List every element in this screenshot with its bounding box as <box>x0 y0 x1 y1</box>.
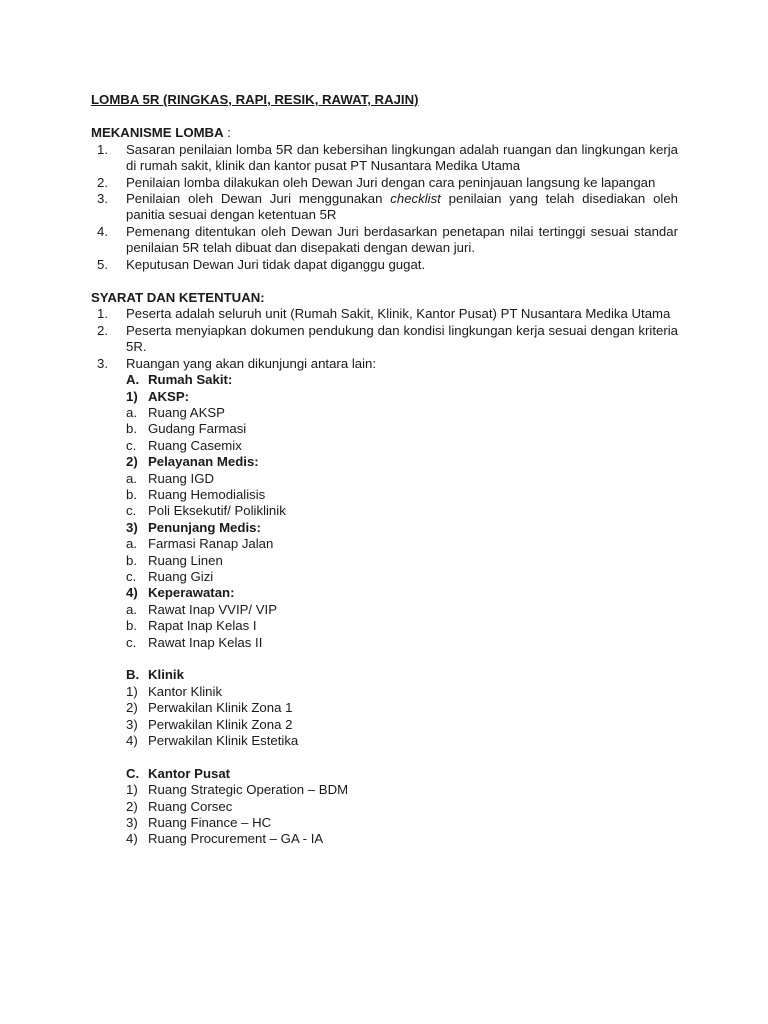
list-item <box>91 191 678 224</box>
list-text: Sasaran penilaian lomba 5R dan kebersihan lingkungan adalah ruangan dan lingkungan kerja di rumah sakit, klinik dan kantor pusat PT Nusantara Medika Utama <box>126 141 678 174</box>
item-mark: c. <box>126 503 137 519</box>
item-text: Perwakilan Klinik Zona 1 <box>148 700 293 716</box>
list-item <box>126 799 678 815</box>
sub-label: Rumah Sakit: <box>148 372 233 388</box>
item-text: Ruang Casemix <box>148 437 242 453</box>
item-mark: c. <box>126 568 137 584</box>
mekanisme-list <box>91 142 678 273</box>
list-item <box>126 717 678 733</box>
sub-heading <box>126 372 678 388</box>
syarat-list <box>91 306 678 372</box>
list-text: Peserta menyiapkan dokumen pendukung dan kondisi lingkungan kerja sesuai dengan kriteria 5R. <box>126 322 678 355</box>
list-number: 1. <box>97 306 108 322</box>
list-item <box>126 602 678 618</box>
document-title: LOMBA 5R (RINGKAS, RAPI, RESIK, RAWAT, RAJIN) <box>91 92 419 107</box>
list-number: 3. <box>97 191 108 207</box>
item-mark: c. <box>126 437 137 453</box>
list-item <box>126 733 678 749</box>
item-text: Rapat Inap Kelas I <box>148 618 257 634</box>
list-item <box>126 421 678 437</box>
list-item <box>126 700 678 716</box>
mekanisme-heading <box>91 125 678 141</box>
item-mark: a. <box>126 536 137 552</box>
mekanisme-heading-suffix: : <box>223 125 231 141</box>
group-heading <box>126 520 678 536</box>
item-mark: c. <box>126 634 137 650</box>
item-mark: a. <box>126 470 137 486</box>
list-text-after: penilaian yang telah disediakan oleh panitia sesuai dengan ketentuan 5R <box>126 191 678 223</box>
list-text: Pemenang ditentukan oleh Dewan Juri berdasarkan penetapan nilai tertinggi sesuai standar penilaian 5R telah dibuat dan disepakati dengan dewan juri. <box>126 223 678 256</box>
list-text-before: Penilaian oleh Dewan Juri menggunakan <box>126 191 391 207</box>
list-item <box>126 684 678 700</box>
item-mark: b. <box>126 618 137 634</box>
sub-heading <box>126 667 678 683</box>
list-number: 2. <box>97 174 108 190</box>
item-text: Perwakilan Klinik Zona 2 <box>148 716 293 732</box>
list-text: Peserta adalah seluruh unit (Rumah Sakit, Klinik, Kantor Pusat) PT Nusantara Medika Utama <box>126 306 671 322</box>
item-text: Gudang Farmasi <box>148 421 247 437</box>
group-mark: 1) <box>126 388 138 404</box>
list-text: Ruangan yang akan dikunjungi antara lain: <box>126 355 377 371</box>
list-item <box>126 438 678 454</box>
item-text: Farmasi Ranap Jalan <box>148 536 274 552</box>
item-mark: a. <box>126 404 137 420</box>
group-heading <box>126 454 678 470</box>
item-mark: 3) <box>126 716 138 732</box>
sub-mark: C. <box>126 765 140 781</box>
list-item <box>126 471 678 487</box>
item-mark: b. <box>126 486 137 502</box>
list-item <box>91 323 678 356</box>
group-heading <box>126 585 678 601</box>
item-mark: 1) <box>126 683 138 699</box>
list-item <box>91 224 678 257</box>
item-text: Ruang Hemodialisis <box>148 486 266 502</box>
rumah-sakit-section <box>91 372 678 848</box>
sub-mark: B. <box>126 667 140 683</box>
list-text-italic: checklist <box>390 191 441 207</box>
list-number: 3. <box>97 355 108 371</box>
list-item <box>126 815 678 831</box>
list-text: Keputusan Dewan Juri tidak dapat diganggu gugat. <box>126 256 426 272</box>
list-item <box>126 503 678 519</box>
item-mark: 1) <box>126 782 138 798</box>
list-number: 4. <box>97 223 108 239</box>
item-mark: 3) <box>126 815 138 831</box>
item-text: Ruang IGD <box>148 470 214 486</box>
list-item <box>91 175 678 191</box>
group-label: Penunjang Medis: <box>148 519 261 535</box>
item-mark: 2) <box>126 798 138 814</box>
group-mark: 3) <box>126 519 138 535</box>
list-text: Penilaian lomba dilakukan oleh Dewan Juri dengan cara peninjauan langsung ke lapangan <box>126 174 656 190</box>
mekanisme-heading-label: MEKANISME LOMBA <box>91 125 224 141</box>
item-text: Ruang Strategic Operation – BDM <box>148 782 349 798</box>
list-item <box>126 569 678 585</box>
group-label: Pelayanan Medis: <box>148 454 259 470</box>
item-mark: b. <box>126 552 137 568</box>
item-mark: b. <box>126 421 137 437</box>
list-number: 1. <box>97 141 108 157</box>
item-text: Ruang Procurement – GA - IA <box>148 831 324 847</box>
group-heading <box>126 389 678 405</box>
item-text: Perwakilan Klinik Estetika <box>148 733 299 749</box>
list-item <box>126 635 678 651</box>
item-text: Ruang Corsec <box>148 798 233 814</box>
list-item <box>126 487 678 503</box>
list-number: 2. <box>97 322 108 338</box>
list-item <box>91 257 678 273</box>
item-mark: a. <box>126 601 137 617</box>
item-text: Kantor Klinik <box>148 683 223 699</box>
group-mark: 2) <box>126 454 138 470</box>
item-text: Ruang Gizi <box>148 568 214 584</box>
list-item <box>91 142 678 175</box>
item-text: Rawat Inap Kelas II <box>148 634 263 650</box>
item-mark: 2) <box>126 700 138 716</box>
sub-mark: A. <box>126 372 140 388</box>
list-text <box>126 191 678 224</box>
list-item <box>126 405 678 421</box>
list-number: 5. <box>97 256 108 272</box>
sub-label: Klinik <box>148 667 184 683</box>
item-text: Poli Eksekutif/ Poliklinik <box>148 503 286 519</box>
list-item <box>126 536 678 552</box>
list-item <box>126 618 678 634</box>
item-mark: 4) <box>126 831 138 847</box>
list-item <box>126 553 678 569</box>
list-item <box>126 782 678 798</box>
group-label: AKSP: <box>148 388 190 404</box>
list-item <box>126 831 678 847</box>
sub-heading <box>126 766 678 782</box>
sub-label: Kantor Pusat <box>148 765 231 781</box>
item-mark: 4) <box>126 733 138 749</box>
list-item <box>91 306 678 322</box>
syarat-heading: SYARAT DAN KETENTUAN: <box>91 290 265 306</box>
document-page <box>91 92 678 848</box>
item-text: Ruang AKSP <box>148 404 225 420</box>
group-label: Keperawatan: <box>148 585 235 601</box>
item-text: Rawat Inap VVIP/ VIP <box>148 601 278 617</box>
group-mark: 4) <box>126 585 138 601</box>
item-text: Ruang Finance – HC <box>148 815 272 831</box>
item-text: Ruang Linen <box>148 552 223 568</box>
list-item <box>91 356 678 372</box>
